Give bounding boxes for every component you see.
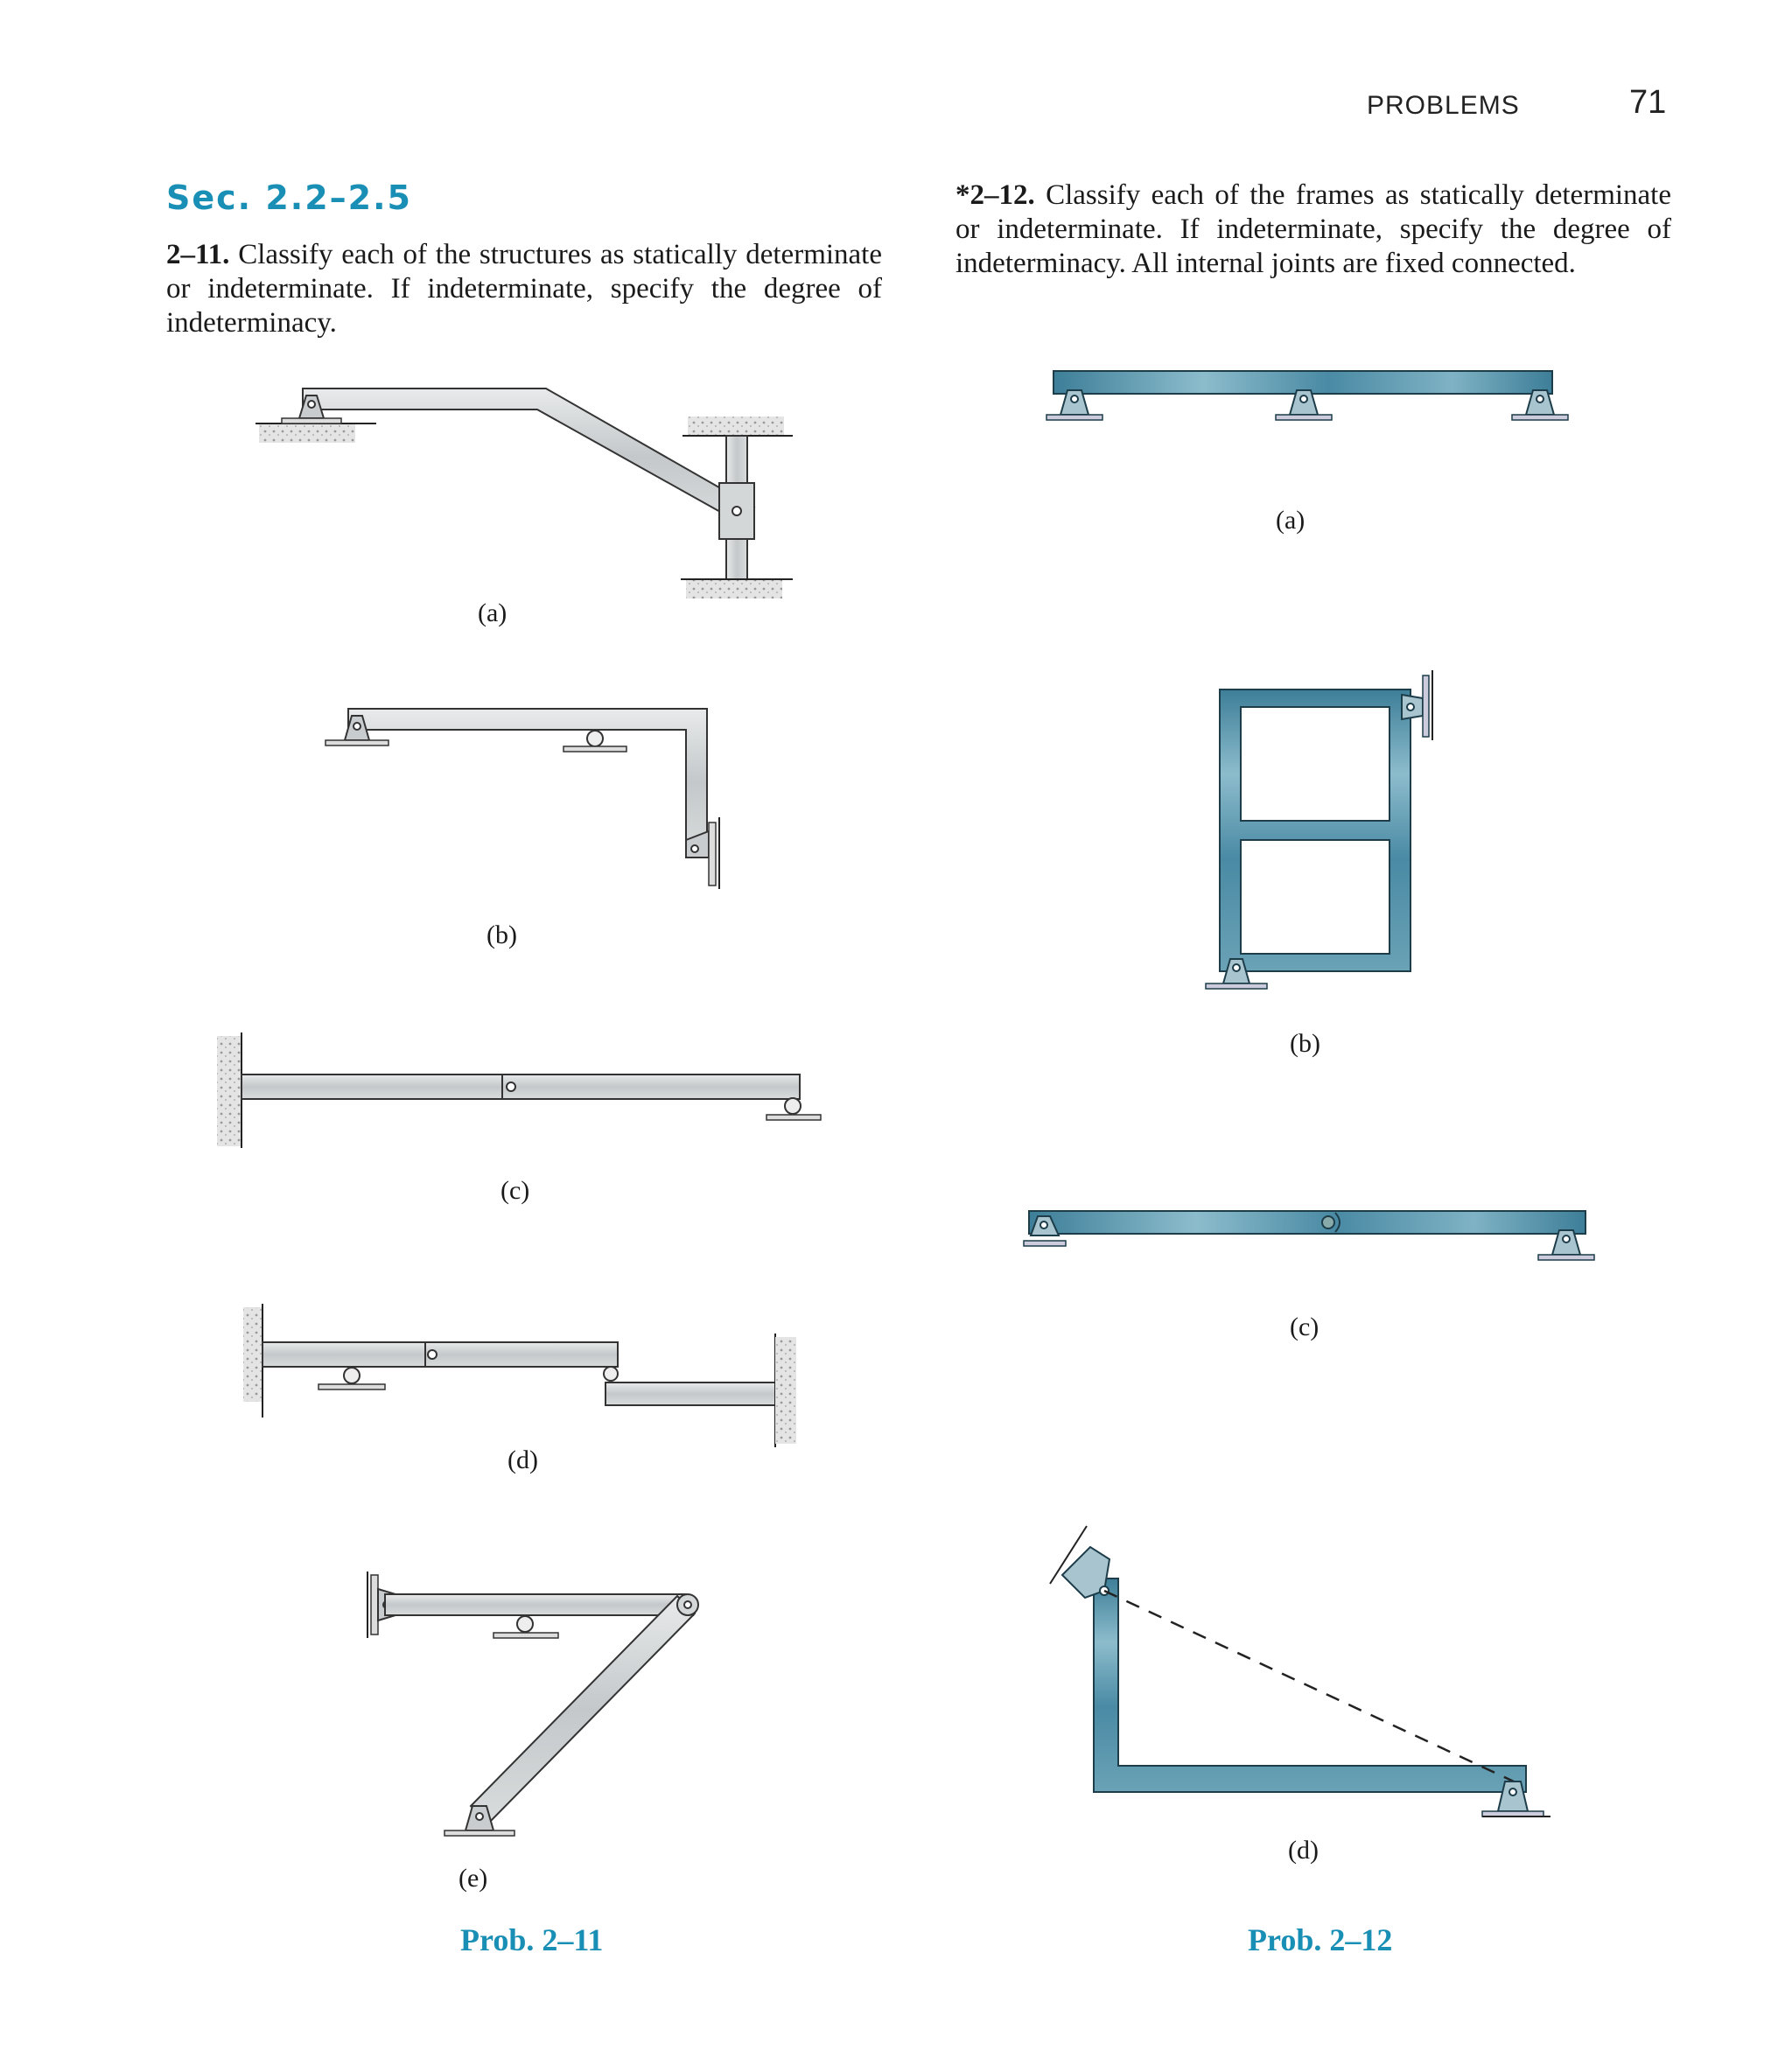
beam-segment-1 xyxy=(262,1342,425,1367)
fig-2-11d-structure xyxy=(243,1304,796,1447)
page-number: 71 xyxy=(1629,84,1667,121)
problem-2-11-number: 2–11. xyxy=(166,239,230,270)
rocker-joint-icon xyxy=(604,1367,618,1381)
problem-2-11-body: Classify each of the structures as statically determinate or indeterminate. If indeterminate, specify the degree of indeterminacy. xyxy=(166,239,882,339)
fig-2-12-caption: Prob. 2–12 xyxy=(1248,1922,1393,1957)
fig-2-11b-structure xyxy=(326,709,719,889)
beam-segment-right xyxy=(502,1074,800,1099)
fig-2-12c-structure xyxy=(1024,1211,1594,1260)
fig-2-11e-structure xyxy=(368,1572,698,1836)
section-heading: Sec. 2.2–2.5 xyxy=(166,178,412,217)
internal-hinge-icon xyxy=(428,1350,437,1359)
beam-segment-3 xyxy=(606,1382,775,1405)
roller-support-icon xyxy=(785,1098,801,1114)
fig-2-11c-label: (c) xyxy=(500,1176,530,1205)
roller-support-icon xyxy=(517,1616,533,1632)
pin-support-icon xyxy=(1276,390,1332,420)
l-frame-member xyxy=(348,709,707,856)
fig-2-11c-structure xyxy=(217,1032,821,1148)
fig-2-11a-label: (a) xyxy=(478,598,508,627)
running-header-section: PROBLEMS xyxy=(1367,91,1520,120)
pin-joint-icon xyxy=(684,1601,691,1608)
fig-2-12b-label: (b) xyxy=(1290,1029,1320,1058)
hinged-beam xyxy=(1029,1211,1586,1234)
horizontal-member xyxy=(385,1594,693,1615)
dashed-reference-line xyxy=(1104,1591,1514,1782)
problem-2-12-body: Classify each of the frames as statically determinate or indeterminate. If indeterminate, specify the degree of indeterminacy. All internal joints are fixed connected. xyxy=(956,179,1671,279)
beam-segment-left xyxy=(242,1074,502,1099)
fig-2-12b-structure xyxy=(1206,670,1432,989)
two-panel-frame xyxy=(1220,690,1410,971)
pin-support-icon xyxy=(1512,390,1568,420)
roller-support-icon xyxy=(587,731,603,746)
fig-2-12a-structure xyxy=(1046,371,1568,420)
fig-2-11a-structure xyxy=(256,388,793,598)
inclined-member xyxy=(471,1596,695,1824)
fig-2-11b-label: (b) xyxy=(486,920,517,949)
fig-2-12d-label: (d) xyxy=(1288,1836,1319,1865)
fig-2-11-caption: Prob. 2–11 xyxy=(460,1922,604,1957)
internal-hinge-icon xyxy=(507,1082,515,1091)
fig-2-11e-label: (e) xyxy=(458,1864,488,1893)
internal-hinge-icon xyxy=(1322,1216,1334,1228)
pin-support-icon xyxy=(1046,390,1102,420)
problem-2-12-number: *2–12. xyxy=(956,179,1035,211)
roller-support-icon xyxy=(344,1368,360,1383)
bent-member xyxy=(303,388,754,525)
fig-2-12d-structure xyxy=(1050,1526,1550,1816)
l-shaped-frame xyxy=(1094,1578,1526,1792)
beam-segment-2 xyxy=(425,1342,618,1367)
fig-2-12a-label: (a) xyxy=(1276,506,1306,535)
fig-2-12c-label: (c) xyxy=(1290,1312,1320,1341)
fig-2-11d-label: (d) xyxy=(508,1446,538,1474)
ground-hatch xyxy=(259,424,355,443)
